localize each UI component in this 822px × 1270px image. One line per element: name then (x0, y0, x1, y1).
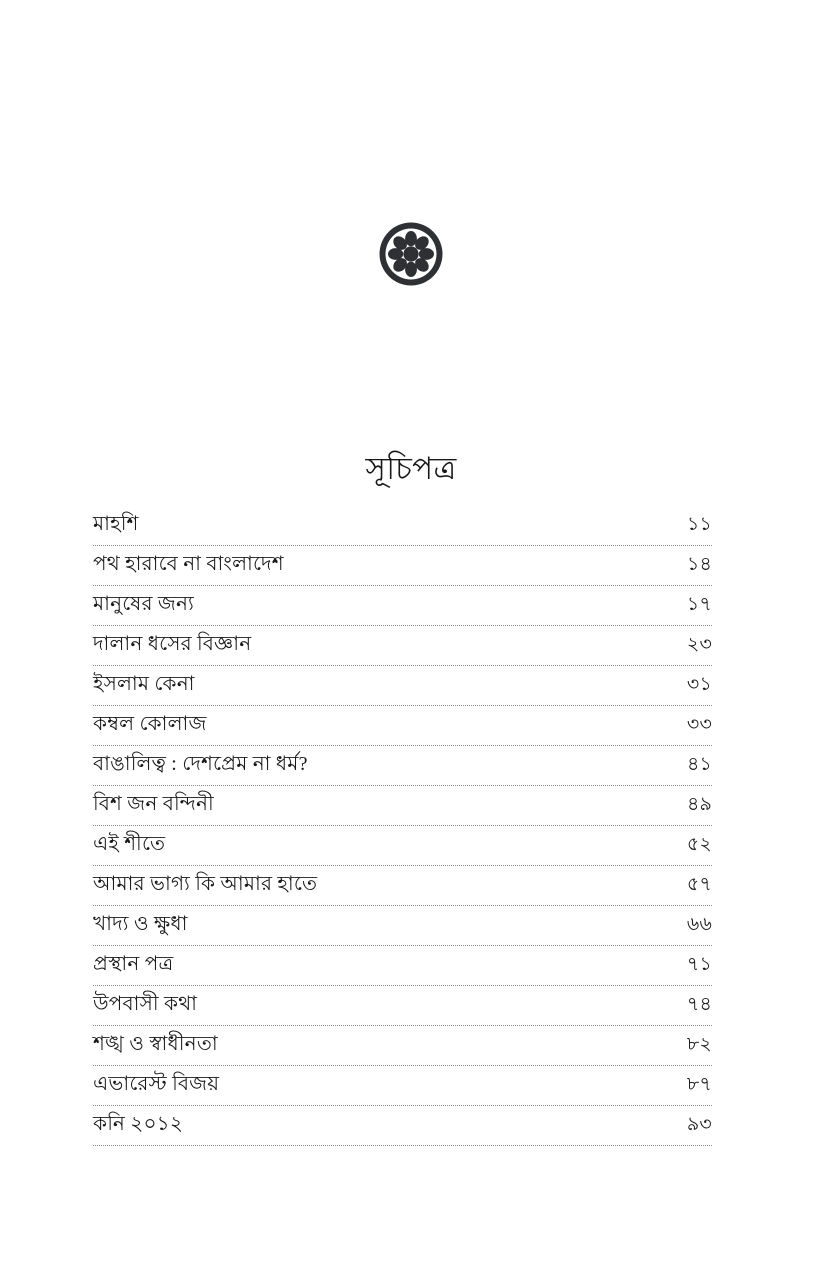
toc-entry-title: বাঙালিত্ব : দেশপ্রেম না ধর্ম? (93, 753, 308, 775)
toc-entry-page-number: ১৭ (686, 594, 712, 615)
page-title: সূচিপত্র (365, 450, 457, 486)
table-of-contents-list (93, 506, 712, 1146)
rosette-wheel-ornament (379, 222, 443, 286)
toc-entry-row[interactable] (93, 1106, 712, 1146)
toc-entry-page-number: ১৪ (686, 554, 712, 575)
toc-entry-page-number: ৫২ (686, 834, 712, 855)
toc-entry-title: কনি ২০১২ (93, 1113, 184, 1135)
toc-entry-title: প্রস্থান পত্র (93, 953, 174, 975)
toc-entry-title: উপবাসী কথা (93, 993, 198, 1015)
toc-entry-row[interactable] (93, 706, 712, 746)
toc-entry-row[interactable] (93, 1026, 712, 1066)
toc-entry-row[interactable] (93, 586, 712, 626)
toc-entry-page-number: ৬৬ (686, 914, 712, 935)
toc-entry-row[interactable] (93, 746, 712, 786)
toc-entry-row[interactable] (93, 866, 712, 906)
toc-entry-title: কম্বল কোলাজ (93, 713, 207, 735)
toc-entry-row[interactable] (93, 946, 712, 986)
toc-entry-title: দালান ধসের বিজ্ঞান (93, 633, 252, 655)
toc-entry-row[interactable] (93, 1066, 712, 1106)
ornament-container (0, 222, 822, 286)
toc-entry-title: এই শীতে (93, 833, 166, 855)
toc-entry-page-number: ৪৯ (686, 794, 712, 815)
toc-entry-row[interactable] (93, 506, 712, 546)
toc-entry-title: শঙ্খ ও স্বাধীনতা (93, 1033, 218, 1055)
toc-entry-page-number: ৯৩ (686, 1114, 712, 1135)
toc-entry-title: বিশ জন বন্দিনী (93, 793, 214, 815)
toc-entry-page-number: ৪১ (686, 754, 712, 775)
toc-entry-row[interactable] (93, 626, 712, 666)
toc-entry-title: মাহশি (93, 513, 139, 535)
toc-entry-title: খাদ্য ও ক্ষুধা (93, 913, 188, 935)
toc-entry-title: এভারেস্ট বিজয় (93, 1073, 220, 1095)
toc-entry-page-number: ৩৩ (686, 714, 712, 735)
toc-entry-title: আমার ভাগ্য কি আমার হাতে (93, 873, 318, 895)
toc-entry-row[interactable] (93, 786, 712, 826)
toc-entry-row[interactable] (93, 906, 712, 946)
toc-entry-page-number: ৩১ (686, 674, 712, 695)
toc-entry-row[interactable] (93, 666, 712, 706)
toc-entry-title: পথ হারাবে না বাংলাদেশ (93, 553, 284, 575)
toc-entry-title: ইসলাম কেনা (93, 673, 195, 695)
toc-entry-page-number: ২৩ (686, 634, 712, 655)
toc-entry-row[interactable] (93, 546, 712, 586)
toc-entry-page-number: ৭১ (686, 954, 712, 975)
toc-entry-page-number: ৫৭ (686, 874, 712, 895)
toc-entry-row[interactable] (93, 986, 712, 1026)
toc-entry-page-number: ১১ (686, 514, 712, 535)
toc-entry-page-number: ৭৪ (686, 994, 712, 1015)
toc-entry-page-number: ৮২ (686, 1034, 712, 1055)
toc-entry-title: মানুষের জন্য (93, 593, 194, 615)
toc-entry-page-number: ৮৭ (686, 1074, 712, 1095)
toc-entry-row[interactable] (93, 826, 712, 866)
